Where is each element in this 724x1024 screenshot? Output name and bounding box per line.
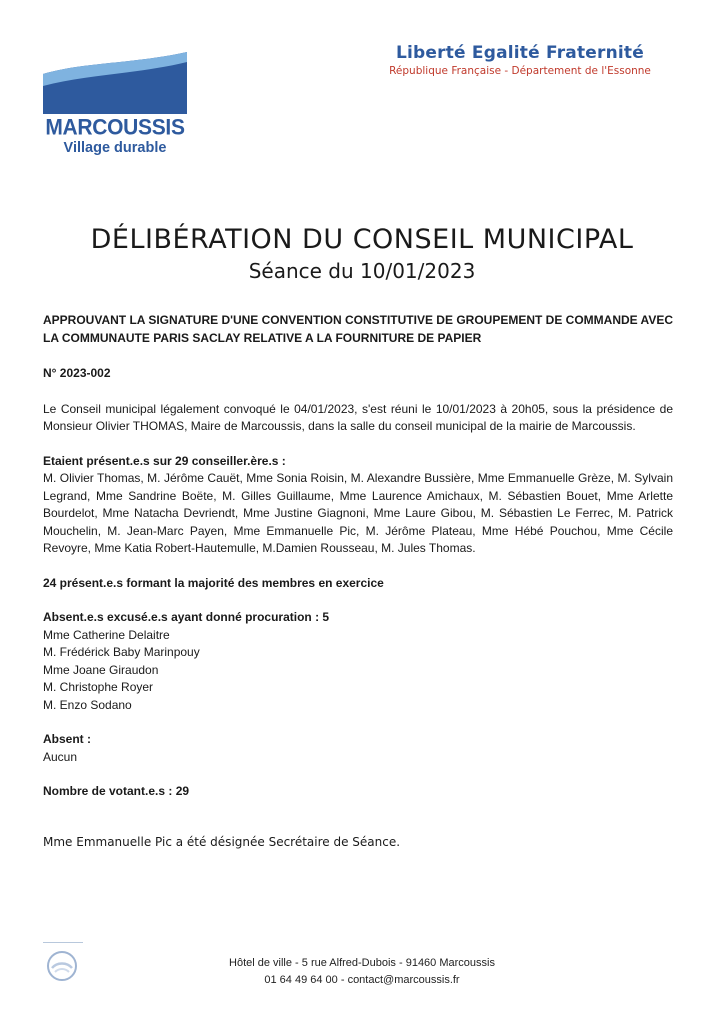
footer-divider — [43, 942, 83, 943]
footer-address-line: Hôtel de ville - 5 rue Alfred-Dubois - 91460 Marcoussis — [229, 957, 495, 969]
excused-heading: Absent.e.s excusé.e.s ayant donné procuration : 5 — [43, 610, 330, 624]
motto-subtext: République Française - Département de l'Essonne — [389, 65, 651, 77]
logo-tagline: Village durable — [63, 140, 167, 156]
motto-text: Liberté Egalité Fraternité — [395, 43, 644, 63]
list-item: Mme Joane Giraudon — [43, 662, 159, 677]
deliberation-number: N° 2023-002 — [43, 366, 111, 380]
secretary-statement: Mme Emmanuelle Pic a été désignée Secrétaire de Séance. — [43, 835, 401, 849]
absent-heading: Absent : — [43, 732, 91, 746]
list-item: M. Enzo Sodano — [43, 697, 132, 712]
marcoussis-logo — [43, 44, 189, 156]
deliberation-body — [43, 312, 673, 801]
intro-paragraph: Le Conseil municipal légalement convoqué le 04/01/2023, s'est réuni le 10/01/2023 à 20h05, sous la présidence de Monsieur Olivier THOMAS, Maire de Marcoussis, dans la salle du conseil municipal de la mairie de Marcoussis. — [43, 401, 673, 433]
footer-contact-line: 01 64 49 64 00 - contact@marcoussis.fr — [264, 974, 460, 986]
list-item: M. Frédérick Baby Marinpouy — [43, 645, 200, 659]
list-item: M. Christophe Royer — [43, 680, 154, 694]
present-list: M. Olivier Thomas, M. Jérôme Cauët, Mme Sonia Roisin, M. Alexandre Bussière, Mme Emmanuelle Grèze, M. Sylvain Legrand, Mme Sandrine Boëte, M. Gilles Guillaume, Mme Laurence Amichaux, M. Sébastien Bouet, Mme Arlette Bourdelot, Mme Natacha Devriendt, Mme Justine Giagnoni, Mme Laure Gibou, M. Sébastien Le Ferrec, M. Patrick Mouchelin, M. Jean-Marc Payen, Mme Emmanuelle Pic, M. Jérôme Plateau, Mme Hébé Pouchou, Mme Cécile Revoyre, Mme Katia Robert-Hautemulle, M.Damien Rousseau, M. Jules Thomas. — [43, 471, 673, 555]
page-title: DÉLIBÉRATION DU CONSEIL MUNICIPAL — [90, 224, 634, 255]
voters-count: Nombre de votant.e.s : 29 — [43, 784, 190, 798]
list-item: Mme Catherine Delaitre — [43, 627, 170, 642]
logo-name: MARCOUSSIS — [45, 115, 185, 140]
deliberation-subject: APPROUVANT LA SIGNATURE D'UNE CONVENTION CONSTITUTIVE DE GROUPEMENT DE COMMANDE AVEC LA COMMUNAUTE PARIS SACLAY RELATIVE A LA FOURNITURE DE PAPIER — [43, 313, 673, 345]
republic-motto — [360, 42, 680, 78]
absent-value: Aucun — [43, 749, 78, 764]
footer-address — [160, 955, 564, 989]
majority-statement: 24 présent.e.s formant la majorité des membres en exercice — [43, 575, 384, 590]
session-date: Séance du 10/01/2023 — [248, 259, 476, 283]
present-heading: Etaient présent.e.s sur 29 conseiller.ère.s : — [43, 453, 286, 468]
footer-emblem-icon — [43, 948, 81, 984]
logo-wave-icon — [43, 44, 187, 114]
